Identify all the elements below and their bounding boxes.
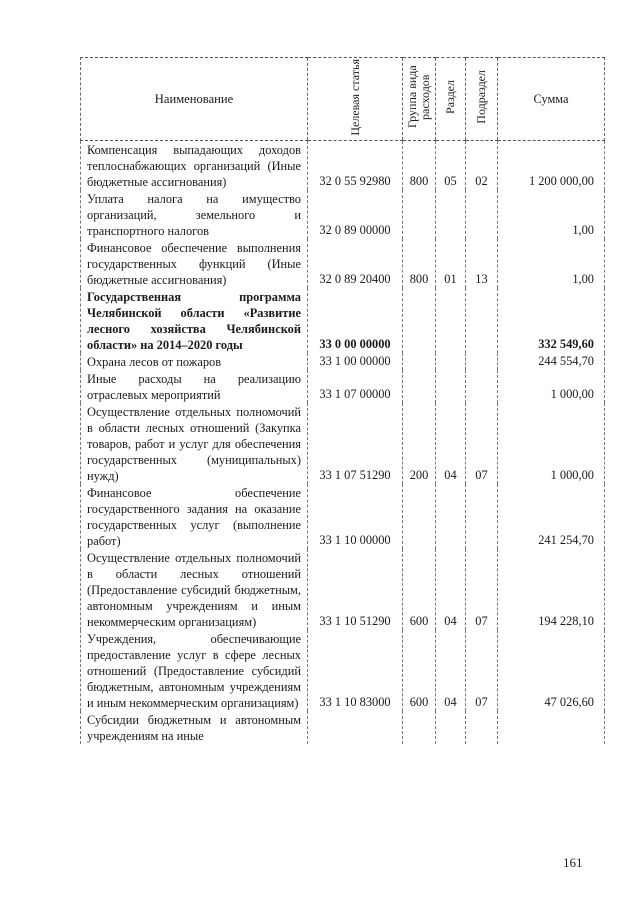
row-amount: 47 026,60 — [498, 630, 605, 711]
row-subsection: 07 — [466, 630, 498, 711]
row-target-code: 33 0 00 00000 — [308, 288, 403, 353]
row-amount: 1 000,00 — [498, 370, 605, 403]
table-row — [81, 239, 605, 288]
row-name: Субсидии бюджетным и автономным учреждениям на иные — [81, 711, 308, 744]
row-section — [436, 484, 466, 549]
header-code — [308, 58, 403, 141]
row-subsection — [466, 190, 498, 239]
row-section: 05 — [436, 141, 466, 191]
header-amount-label: Сумма — [533, 92, 569, 106]
header-subsection-label: Подраздел — [474, 70, 488, 124]
row-expense-group: 600 — [403, 630, 436, 711]
header-name — [81, 58, 308, 141]
row-name: Учреждения, обеспечивающие предоставление услуг в сфере лесных отношений (Предоставление субсидий бюджетным, автономным учреждениям и иным некоммерческим организациям) — [81, 630, 308, 711]
row-amount: 194 228,10 — [498, 549, 605, 630]
row-target-code: 33 1 07 51290 — [308, 403, 403, 484]
row-amount: 1 000,00 — [498, 403, 605, 484]
table-row — [81, 353, 605, 370]
row-subsection: 07 — [466, 549, 498, 630]
row-section — [436, 711, 466, 744]
table-row — [81, 484, 605, 549]
row-target-code: 33 1 07 00000 — [308, 370, 403, 403]
row-section — [436, 353, 466, 370]
table-row — [81, 711, 605, 744]
row-name: Осуществление отдельных полномочий в области лесных отношений (Предоставление субсидий бюджетным, автономным учреждениям и иным некоммерческим организациям) — [81, 549, 308, 630]
row-section — [436, 190, 466, 239]
row-expense-group — [403, 711, 436, 744]
table-row — [81, 630, 605, 711]
row-name: Финансовое обеспечение выполнения государственных функций (Иные бюджетные ассигнования) — [81, 239, 308, 288]
row-section — [436, 288, 466, 353]
table-row — [81, 370, 605, 403]
row-subsection — [466, 353, 498, 370]
row-subsection: 02 — [466, 141, 498, 191]
row-expense-group: 800 — [403, 141, 436, 191]
row-target-code: 33 1 10 83000 — [308, 630, 403, 711]
row-expense-group — [403, 484, 436, 549]
row-expense-group — [403, 190, 436, 239]
row-name: Иные расходы на реализацию отраслевых мероприятий — [81, 370, 308, 403]
row-target-code: 33 1 00 00000 — [308, 353, 403, 370]
table-row — [81, 288, 605, 353]
row-expense-group: 800 — [403, 239, 436, 288]
row-target-code: 32 0 55 92980 — [308, 141, 403, 191]
row-subsection: 07 — [466, 403, 498, 484]
header-group-label: Группа вида расходов — [405, 65, 432, 129]
row-name: Финансовое обеспечение государственного задания на оказание государственных услуг (выполнение работ) — [81, 484, 308, 549]
row-section: 04 — [436, 403, 466, 484]
row-amount: 1,00 — [498, 190, 605, 239]
row-name: Охрана лесов от пожаров — [81, 353, 308, 370]
header-subsection — [466, 58, 498, 141]
row-subsection — [466, 370, 498, 403]
header-section — [436, 58, 466, 141]
row-amount: 1 200 000,00 — [498, 141, 605, 191]
row-expense-group — [403, 288, 436, 353]
row-section — [436, 370, 466, 403]
row-amount: 1,00 — [498, 239, 605, 288]
header-group — [403, 58, 436, 141]
row-target-code: 32 0 89 20400 — [308, 239, 403, 288]
row-section: 04 — [436, 549, 466, 630]
row-subsection — [466, 288, 498, 353]
row-section: 04 — [436, 630, 466, 711]
row-amount: 244 554,70 — [498, 353, 605, 370]
row-section: 01 — [436, 239, 466, 288]
row-expense-group: 600 — [403, 549, 436, 630]
row-expense-group: 200 — [403, 403, 436, 484]
row-target-code: 33 1 10 00000 — [308, 484, 403, 549]
row-subsection — [466, 484, 498, 549]
row-expense-group — [403, 353, 436, 370]
header-name-label: Наименование — [154, 92, 234, 106]
table-row — [81, 403, 605, 484]
row-amount: 241 254,70 — [498, 484, 605, 549]
table-row — [81, 549, 605, 630]
row-name: Государственная программа Челябинской области «Развитие лесного хозяйства Челябинской области» на 2014–2020 годы — [81, 288, 308, 353]
row-subsection — [466, 711, 498, 744]
row-expense-group — [403, 370, 436, 403]
header-section-label: Раздел — [443, 80, 457, 114]
row-amount: 332 549,60 — [498, 288, 605, 353]
row-target-code: 32 0 89 00000 — [308, 190, 403, 239]
row-target-code: 33 1 10 51290 — [308, 549, 403, 630]
row-target-code — [308, 711, 403, 744]
row-subsection: 13 — [466, 239, 498, 288]
page-number: 161 — [563, 855, 583, 870]
header-code-label: Целевая статья — [347, 58, 362, 136]
table-row — [81, 141, 605, 191]
row-name: Уплата налога на имущество организаций, земельного и транспортного налогов — [81, 190, 308, 239]
table-header-row — [81, 58, 605, 141]
header-amount — [498, 58, 605, 141]
row-name: Осуществление отдельных полномочий в области лесных отношений (Закупка товаров, работ и услуг для обеспечения государственных (муниципальных) нужд) — [81, 403, 308, 484]
row-amount — [498, 711, 605, 744]
budget-table — [80, 57, 605, 744]
table-row — [81, 190, 605, 239]
row-name: Компенсация выпадающих доходов теплоснабжающих организаций (Иные бюджетные ассигнования) — [81, 141, 308, 191]
